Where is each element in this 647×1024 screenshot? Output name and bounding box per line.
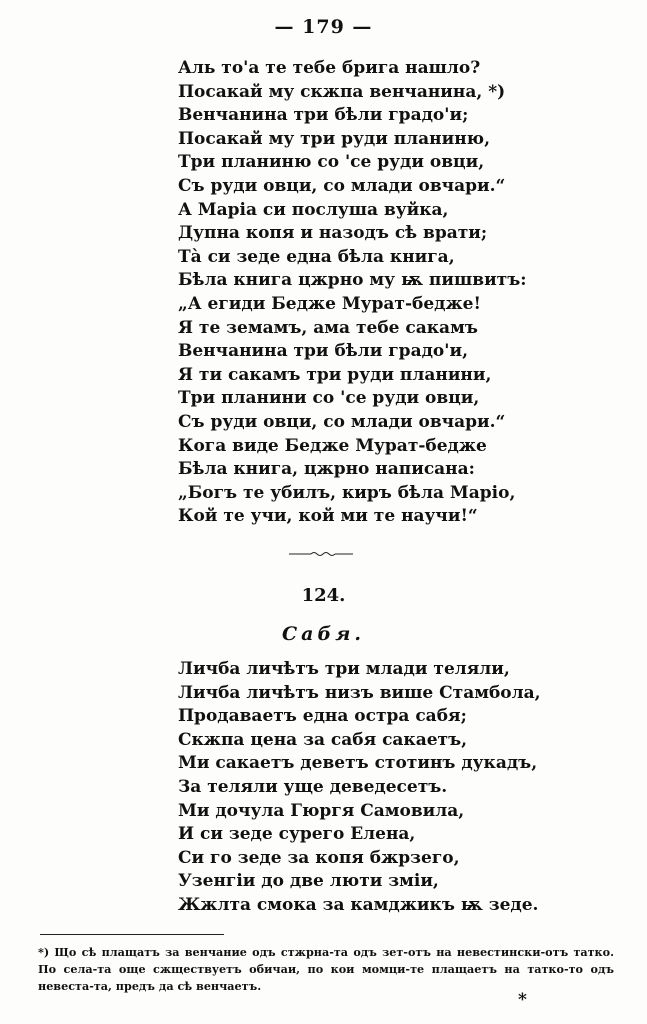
verse-line: Си го зеде за копя бжрзего, [178, 847, 460, 868]
verse-line: Три планини со 'се руди овци, [178, 388, 480, 409]
verse-line: Аль то'а те тебе брига нашло? [178, 58, 481, 78]
page-number: — 179 — [274, 16, 373, 38]
verse-line: Жжлта смока за камджикъ ѭ зеде. [178, 894, 539, 915]
verse-line: Скжпа цена за сабя сакаетъ, [178, 729, 468, 750]
signature-mark: * [518, 990, 527, 1010]
verse-line: Я те земамъ, ама тебе сакамъ [178, 317, 478, 338]
verse-line: Тà си зеде една бѣла книга, [178, 246, 455, 267]
verse-line: Я ти сакамъ три руди планини, [178, 364, 492, 385]
ornamental-divider [289, 550, 353, 558]
verse-line: Посакай му три руди планиню, [178, 128, 491, 149]
verse-line: Съ руди овци, со млади овчари.“ [178, 411, 506, 432]
verse-line: Венчанина три бѣли градо'и, [178, 341, 468, 362]
verse-line: Кога виде Бедже Мурат-бедже [178, 435, 487, 456]
verse-line: „А егиди Бедже Мурат-бедже! [178, 293, 481, 314]
verse-line: Узенгіи до две люти зміи, [178, 871, 439, 892]
verse-line: Бѣла книга, цжрно написана: [178, 459, 475, 480]
verse-line: Кой те учи, кой ми те научи!“ [178, 506, 478, 527]
verse-line: Дупна копя и назодъ сѣ врати; [178, 223, 488, 244]
verse-line: Продаваетъ една остра сабя; [178, 706, 467, 727]
verse-line: А Маріа си послуша вуйка, [178, 199, 449, 220]
verse-line: Венчанина три бѣли градо'и; [178, 105, 469, 126]
poem-stanza-top [178, 57, 527, 529]
poem-number: 124. [301, 585, 346, 606]
poem-title: Сабя. [282, 623, 365, 645]
verse-line: Ми дочула Гюргя Самовила, [178, 800, 465, 821]
verse-line: Личба личѣтъ три млади теляли, [178, 659, 510, 679]
verse-line: Посакай му скжпа венчанина, *) [178, 81, 506, 102]
poem-stanza-bottom [178, 658, 541, 918]
verse-line: Бѣла книга цжрно му ѭ пишвитъ: [178, 270, 527, 291]
verse-line: Личба личѣтъ низъ више Стамбола, [178, 682, 541, 703]
verse-line: Три планиню со 'се руди овци, [178, 152, 485, 173]
verse-line: И си зеде сурего Елена, [178, 824, 416, 845]
verse-line: „Богъ те убилъ, киръ бѣла Маріо, [178, 482, 516, 503]
footnote: *) Що сѣ плащатъ за венчание одъ стжрна-та одъ зет-отъ на невестински-отъ татко. По села-та още сжществуетъ обичаи, по кои момци-те плащаетъ на татко-то одъ невеста-та, предъ да сѣ венчаетъ. [38, 945, 614, 993]
verse-line: Ми сакаетъ деветъ стотинъ дукадъ, [178, 753, 538, 774]
verse-line: Съ руди овци, со млади овчари.“ [178, 175, 506, 196]
verse-line: За теляли уще деведесетъ. [178, 776, 448, 797]
footnote-rule [40, 934, 224, 935]
